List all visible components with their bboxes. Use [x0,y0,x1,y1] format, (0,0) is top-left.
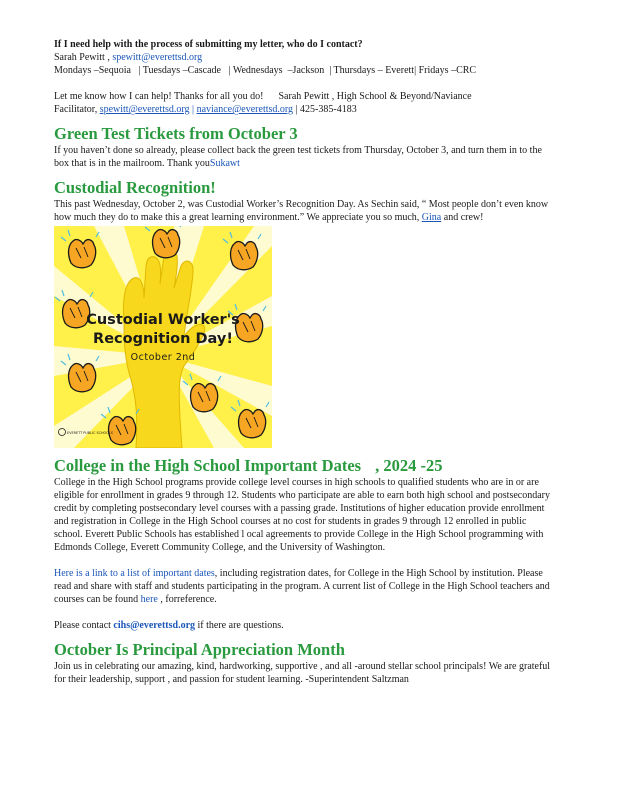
custodial-text: This past Wednesday, October 2, was Custodial Worker’s Recognition Day. As Sechin said, “ Most people don’t even know how much they do to make this a great learning environment.” We appreciate you so much, [54,199,549,223]
contact-facilitator-line [54,103,554,116]
cihs-heading [54,456,554,476]
principal-body: Join us in celebrating our amazing, kind, hardworking, supportive , and all -around stellar school principals! We are grateful for their leadership, support , and passion for student learning. -Superintendent Saltzman [54,661,551,685]
important-dates-link[interactable]: Here is a link to a list of important dates [54,568,215,579]
green-tickets-heading: Green Test Tickets from October 3 [54,124,298,143]
sukawt-link[interactable]: Sukawt [209,158,240,169]
contact-schedule: Mondays –Sequoia | Tuesdays –Cascade | Wednesdays –Jackson | Thursdays – Everett| Fridays –CRC [54,65,477,76]
newsletter-content [54,38,554,686]
cihs-contact-post: if there are questions. [195,620,284,631]
link-separator: | [192,104,195,115]
here-link[interactable]: here [140,594,158,605]
custodial-poster-image [54,226,272,448]
green-tickets-text: If you haven’t done so already, please collect back the green test tickets from Thursday, October 3, and turn them in to the box that is in the mailroom. Thank you [54,145,542,169]
cihs-link-tail: , including registration dates, for College in the High School by institution. Please read and share with staff and students participating in the program. A current list of College in the High School teachers and courses can be found [54,568,550,605]
cihs-email-link[interactable]: cihs@everettsd.org [113,620,196,631]
poster-title-line2: Recognition Day! [93,331,233,347]
cihs-links-paragraph [54,567,554,606]
poster-title-line1: Custodial Worker's [86,312,240,328]
cihs-after-here: , forreference. [157,594,217,605]
green-tickets-body [54,144,554,170]
cihs-heading-title: College in the High School Important Dates [54,456,362,475]
contact-question: If I need help with the process of submitting my letter, who do I contact? [54,39,363,50]
principal-heading: October Is Principal Appreciation Month [54,640,345,659]
naviance-email-link[interactable]: naviance@everettsd.org [196,104,294,115]
contact-help-text: Let me know how I can help! Thanks for all you do! Sarah Pewitt , High School & Beyond/Naviance [54,91,472,102]
poster-logo-text: EVERETT PUBLIC SCHOOLS [67,431,113,435]
facilitator-email-link[interactable]: spewitt@everettsd.org [99,104,190,115]
custodial-tail: and crew! [441,212,484,223]
cihs-contact-pre: Please contact [54,620,114,631]
gina-link[interactable]: Gina [421,212,442,223]
contact-name: Sarah Pewitt , [54,52,110,63]
custodial-body [54,198,554,224]
cihs-contact [54,619,554,632]
facilitator-label: Facilitator, [54,104,98,115]
contact-email-link[interactable]: spewitt@everettsd.org [112,52,203,63]
contact-phone: | 425-385-4183 [295,104,357,115]
cihs-body: College in the High School programs provide college level courses in high schools to qualified students who are in or are eligible for enrollment in grades 9 through 12. Students who participate are able to earn both high school and postsecondary credit by completing postsecondary level courses with a passing grade. Institutions of higher education provide enrollment and registration in College in the High School courses at no cost for students in grades 9 through 12 enrolled in public school. Everett Public Schools has established l ocal agreements to provide College in the High School programming with Edmonds College, Everett Community College, and the University of Washington. [54,477,550,553]
contact-name-line [54,51,554,64]
cihs-heading-year: , 2024 -25 [375,456,443,475]
poster-date: October 2nd [130,352,196,363]
custodial-heading: Custodial Recognition! [54,178,216,197]
